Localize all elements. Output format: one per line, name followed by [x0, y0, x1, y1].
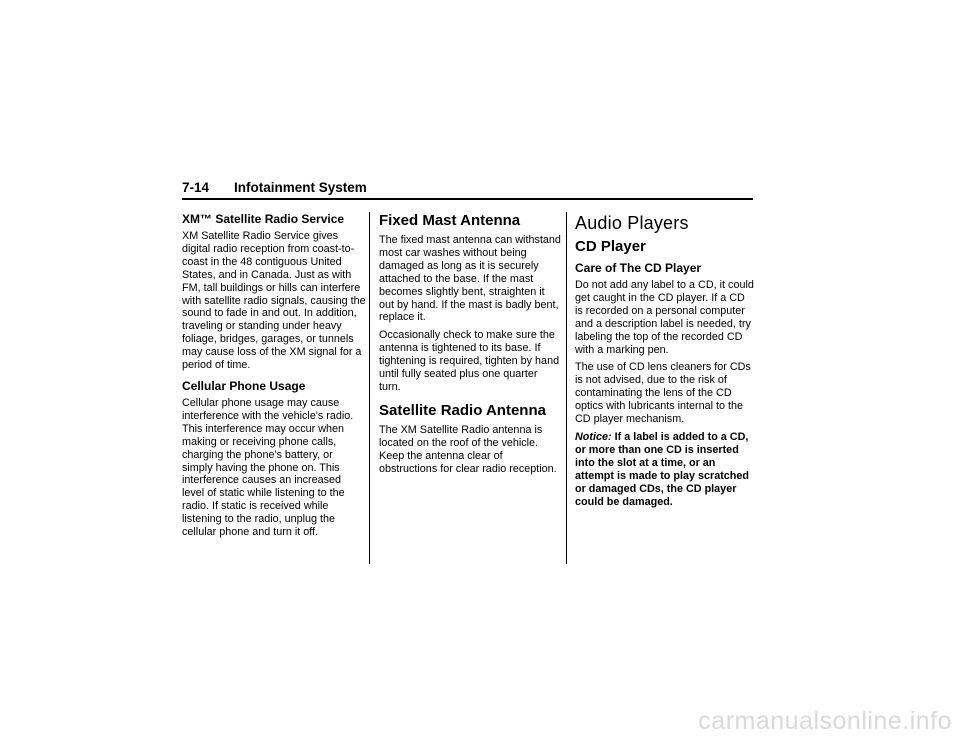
- column-right: [575, 212, 755, 513]
- column-left: [182, 212, 366, 544]
- satellite-antenna-paragraph: The XM Satellite Radio antenna is located on the roof of the vehicle. Keep the antenna clear of obstructions for clear radio reception.: [379, 423, 557, 475]
- column-divider-right: [566, 212, 567, 564]
- care-of-cd-player-heading: Care of The CD Player: [575, 261, 702, 275]
- page-header: [182, 180, 753, 200]
- fixed-mast-paragraph-1: The fixed mast antenna can withstand most car washes without being damaged as long as it is securely attached to the base. If the mast becomes slightly bent, straighten it out by hand. If the mast is badly bent, replace it.: [379, 234, 561, 324]
- cd-player-heading: CD Player: [575, 238, 646, 255]
- notice-text: If a label is added to a CD, or more than one CD is inserted into the slot at a time, or an attempt is made to play scratched or damaged CDs, the CD player could be damaged.: [575, 430, 750, 508]
- cellular-phone-heading: Cellular Phone Usage: [182, 378, 306, 393]
- column-middle: [379, 212, 562, 481]
- audio-players-heading: Audio Players: [575, 213, 689, 233]
- care-paragraph-1: Do not add any label to a CD, it could get caught in the CD player. If a CD is recorded on a personal computer and a description label is needed, try labeling the top of the recorded CD with a marking pen.: [575, 279, 754, 356]
- care-paragraph-2: The use of CD lens cleaners for CDs is not advised, due to the risk of contaminating the lens of the CD optics with lubricants internal to the CD player mechanism.: [575, 361, 751, 426]
- section-title: Infotainment System: [234, 180, 367, 195]
- fixed-mast-antenna-heading: Fixed Mast Antenna: [379, 212, 521, 229]
- column-divider-left: [369, 212, 370, 564]
- notice-label: Notice:: [575, 430, 612, 443]
- notice-paragraph: [575, 431, 755, 508]
- page-number: 7-14: [182, 180, 210, 195]
- xm-service-heading: XM™ Satellite Radio Service: [182, 212, 345, 226]
- fixed-mast-paragraph-2: Occasionally check to make sure the antenna is tightened to its base. If tightening is required, tighten by hand until fully seated plus one quarter turn.: [379, 329, 560, 393]
- cellular-phone-paragraph: Cellular phone usage may cause interference with the vehicle's radio. This interference may occur when making or receiving phone calls, charging the phone's battery, or simply having the phone on. This interference causes an increased level of static while listening to the radio. If static is received while listening to the radio, unplug the cellular phone and turn it off.: [182, 396, 354, 539]
- satellite-radio-antenna-heading: Satellite Radio Antenna: [379, 401, 546, 419]
- watermark: carmanualsonline.info: [698, 707, 952, 735]
- xm-service-paragraph: XM Satellite Radio Service gives digital radio reception from coast-to-coast in the 48 contiguous United States, and in Canada. Just as with FM, tall buildings or hills can interfere with satellite radio signals, causing the sound to fade in and out. In addition, traveling or standing under heavy foliage, bridges, garages, or tunnels may cause loss of the XM signal for a period of time.: [182, 230, 366, 372]
